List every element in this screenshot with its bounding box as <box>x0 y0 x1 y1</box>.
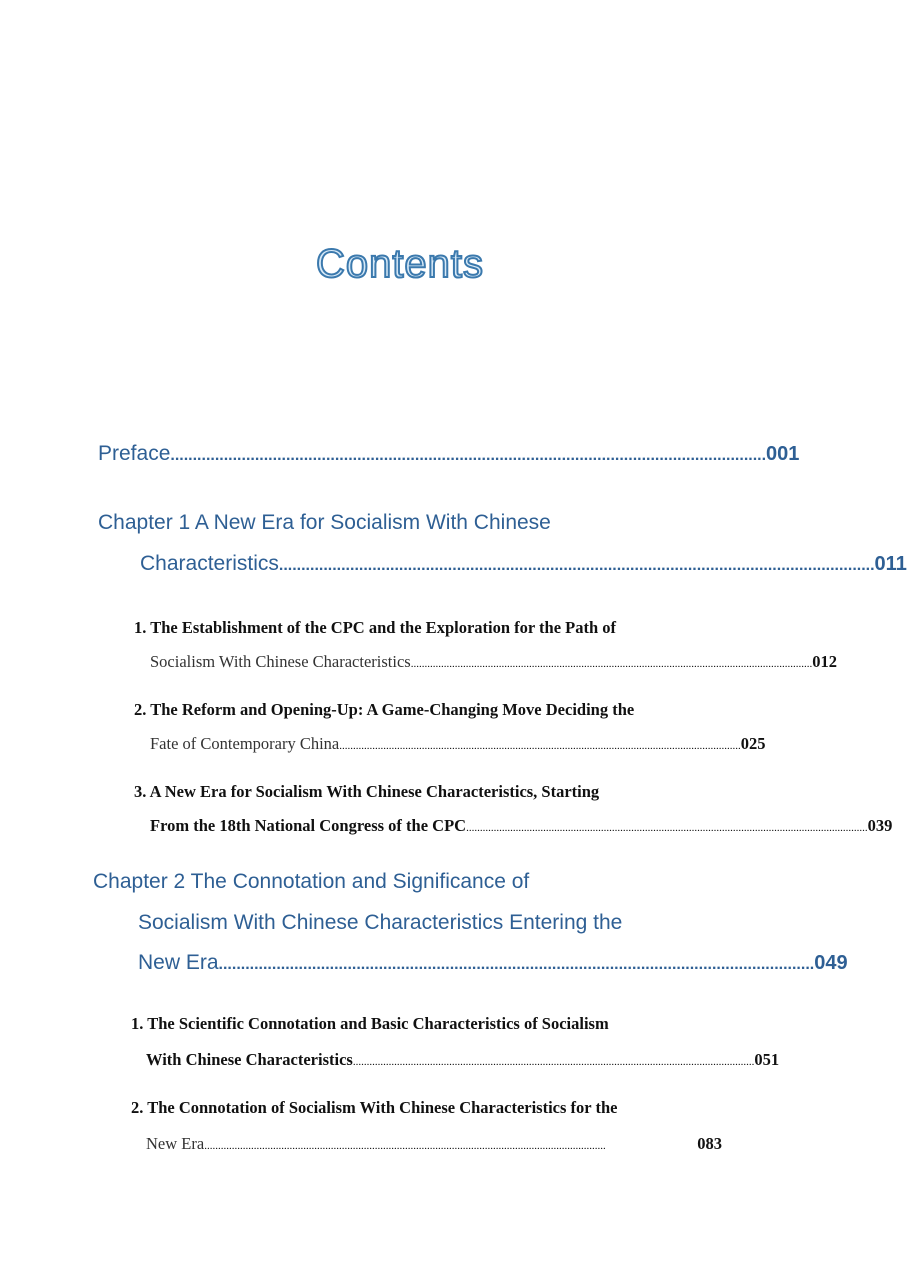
section-2-1-line1[interactable]: 1. The Scientific Connotation and Basic Characteristics of Socialism <box>131 1014 609 1033</box>
section-1-1-line1[interactable]: 1. The Establishment of the CPC and the Exploration for the Path of <box>134 618 617 637</box>
section-1-3-line1[interactable]: 3. A New Era for Socialism With Chinese Characteristics, Starting <box>134 782 600 801</box>
page-number: 001 <box>766 443 800 465</box>
page-number: 012 <box>812 652 837 671</box>
page-number: 011 <box>874 553 907 575</box>
page-number: 025 <box>740 734 766 753</box>
entry-label: Characteristics <box>140 552 279 575</box>
page-number: 049 <box>814 952 848 974</box>
entry-label: Socialism With Chinese Characteristics <box>150 652 411 671</box>
toc-entry-section-2-1[interactable] <box>146 1050 780 1070</box>
toc-entry-chapter-1[interactable] <box>140 552 907 576</box>
toc-entry-section-1-2[interactable] <box>150 734 766 754</box>
entry-label: New Era <box>146 1134 205 1153</box>
dot-leader: ...................................................................................................................................... <box>170 447 767 464</box>
dot-leader: .................................................................................................................................................. <box>339 740 741 752</box>
toc-entry-chapter-2[interactable] <box>138 951 848 975</box>
chapter-2-title-line1[interactable]: Chapter 2 The Connotation and Significance of <box>93 870 530 893</box>
page-number: 039 <box>867 816 893 835</box>
page-number: 051 <box>754 1050 780 1069</box>
dot-leader: .................................................................................................................................................. <box>410 658 813 670</box>
dot-leader: .................................................................................................................................................. <box>204 1140 606 1152</box>
toc-entry-section-1-3[interactable] <box>150 816 893 836</box>
entry-label: Preface <box>98 442 171 465</box>
toc-entry-section-1-1[interactable] <box>150 652 837 672</box>
toc-entry-preface[interactable] <box>98 442 800 466</box>
toc-entry-section-2-2[interactable] <box>146 1134 722 1154</box>
dot-leader: ...................................................................................................................................... <box>278 557 875 574</box>
entry-label: Fate of Contemporary China <box>150 734 340 753</box>
entry-label: From the 18th National Congress of the CPC <box>150 816 467 835</box>
chapter-2-title-line2[interactable]: Socialism With Chinese Characteristics Entering the <box>138 911 623 934</box>
dot-leader: .................................................................................................................................................. <box>466 822 868 834</box>
section-2-2-line1[interactable]: 2. The Connotation of Socialism With Chinese Characteristics for the <box>131 1098 618 1117</box>
page-number: 083 <box>697 1134 722 1153</box>
page-title: Contents <box>315 242 485 286</box>
section-1-2-line1[interactable]: 2. The Reform and Opening-Up: A Game-Changing Move Deciding the <box>134 700 635 719</box>
entry-label: New Era <box>138 951 219 974</box>
dot-leader: ...................................................................................................................................... <box>218 956 815 973</box>
dot-leader: .................................................................................................................................................. <box>352 1056 755 1068</box>
chapter-1-title-line1[interactable]: Chapter 1 A New Era for Socialism With Chinese <box>98 511 551 534</box>
entry-label: With Chinese Characteristics <box>146 1050 353 1069</box>
